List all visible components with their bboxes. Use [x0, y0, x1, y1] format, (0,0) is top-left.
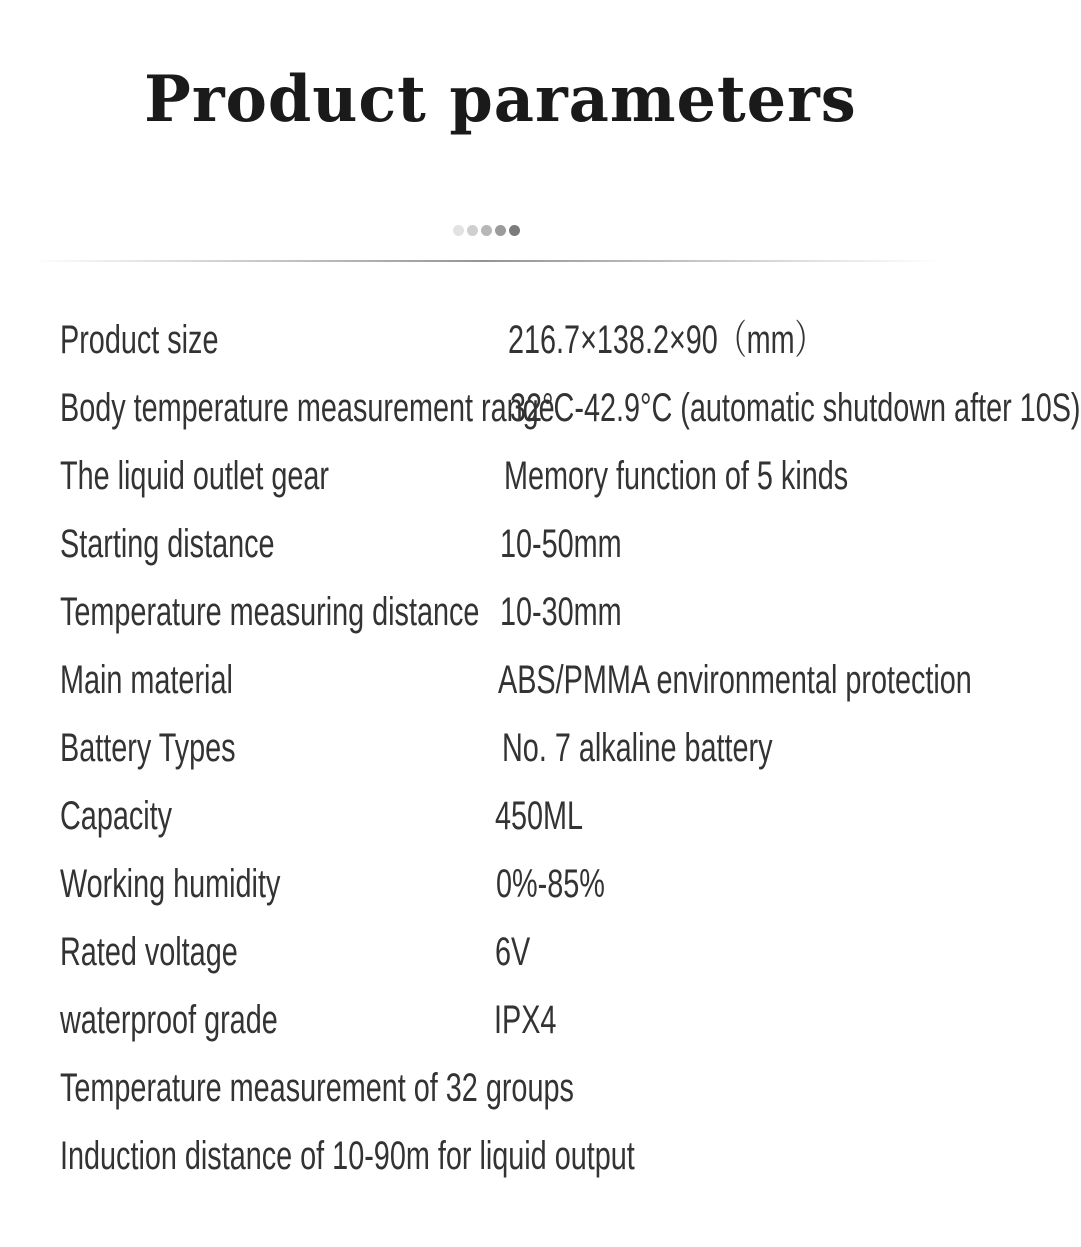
note-row-temperature-groups [60, 1066, 1000, 1134]
param-row-battery-types [60, 726, 1000, 794]
param-label: The liquid outlet gear [60, 454, 329, 498]
param-value: 6V [495, 930, 531, 974]
dot-5 [509, 225, 520, 236]
param-value: 216.7×138.2×90（mm） [508, 318, 824, 362]
param-label: Battery Types [60, 726, 236, 770]
param-value: 450ML [495, 794, 584, 838]
note-text: Induction distance of 10-90m for liquid output [60, 1134, 635, 1178]
param-row-temperature-range [60, 386, 1081, 454]
param-row-working-humidity [60, 862, 1000, 930]
divider-line [30, 260, 940, 262]
dot-3 [481, 225, 492, 236]
param-value: 0%-85% [496, 862, 605, 906]
param-label: Product size [60, 318, 219, 362]
param-value: Memory function of 5 kinds [504, 454, 849, 498]
dot-4 [495, 225, 506, 236]
param-label: Temperature measuring distance [60, 590, 480, 634]
param-value: No. 7 alkaline battery [502, 726, 773, 770]
pagination-dots [453, 225, 520, 236]
param-row-starting-distance [60, 522, 1000, 590]
param-value: 10-30mm [500, 590, 622, 634]
param-row-measuring-distance [60, 590, 1000, 658]
param-row-waterproof-grade [60, 998, 1000, 1066]
param-value: 32°C-42.9°C (automatic shutdown after 10S) [510, 386, 1081, 430]
param-label: waterproof grade [60, 998, 278, 1042]
dot-1 [453, 225, 464, 236]
param-row-liquid-outlet-gear [60, 454, 1000, 522]
param-label: Starting distance [60, 522, 275, 566]
param-row-capacity [60, 794, 1000, 862]
param-row-product-size [60, 318, 1000, 386]
param-label: Main material [60, 658, 233, 702]
param-value: ABS/PMMA environmental protection [498, 658, 972, 702]
param-row-rated-voltage [60, 930, 1000, 998]
dot-2 [467, 225, 478, 236]
param-value: IPX4 [494, 998, 557, 1042]
param-row-main-material [60, 658, 1000, 726]
param-label: Working humidity [60, 862, 281, 906]
page-title: Product parameters [144, 62, 857, 137]
param-label: Rated voltage [60, 930, 238, 974]
param-label: Body temperature measurement range [60, 386, 555, 430]
param-value: 10-50mm [500, 522, 622, 566]
note-row-induction-distance [60, 1134, 1000, 1202]
note-text: Temperature measurement of 32 groups [60, 1066, 574, 1110]
param-label: Capacity [60, 794, 173, 838]
